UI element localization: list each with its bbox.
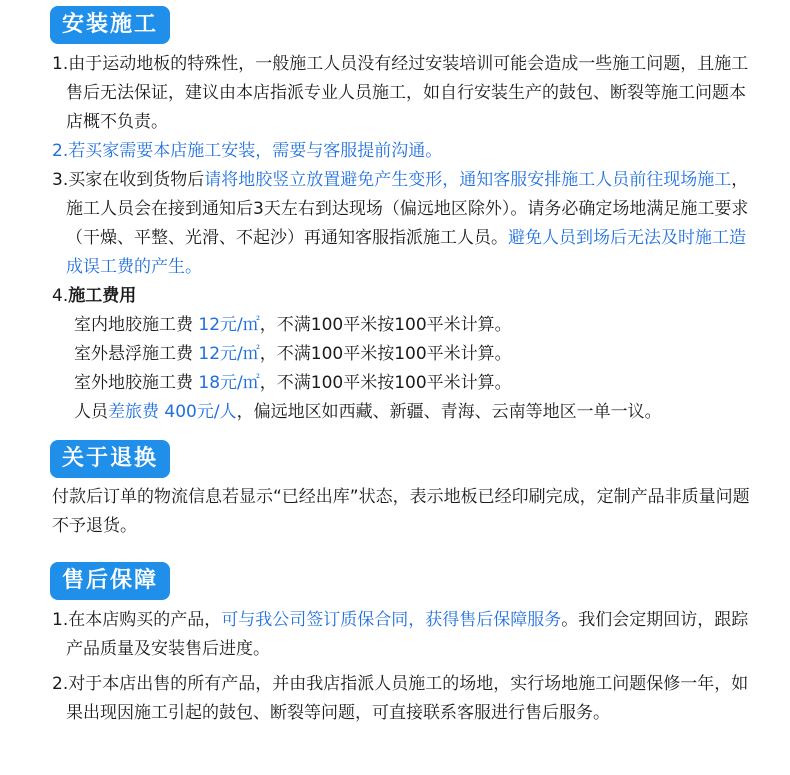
after-sales-p1-highlight: 可与我公司签订质保合同，获得售后保障服务 — [221, 610, 562, 630]
fee-label: 室外悬浮施工费 — [74, 344, 199, 364]
install-paragraph-2: 2.若买家需要本店施工安装，需要与客服提前沟通。 — [52, 141, 443, 161]
install-p3-middle: ，施工人员会在接到通知后3天左右到达现场（偏远地区除外）。请务必确定场地满足施工要求（干燥、平整、光滑、不起沙）再通知客服指派施工人员。 — [66, 170, 749, 248]
fee-row — [74, 340, 512, 369]
install-fee-heading — [52, 282, 750, 311]
install-paragraph-1: 1.由于运动地板的特殊性，一般施工人员没有经过安装培训可能会造成一些施工问题，且施工售后无法保证，建议由本店指派专业人员施工，如自行安装生产的鼓包、断裂等施工问题本店概不负责。 — [52, 54, 749, 132]
section-title-installation: 安装施工 — [50, 6, 170, 44]
after-sales-p1-lead: 1.在本店购买的产品， — [52, 610, 222, 630]
fee-note: ，不满100平米按100平米计算。 — [259, 315, 512, 335]
section-title-returns: 关于退换 — [50, 440, 170, 478]
fee-price: 差旅费 400元/人 — [108, 402, 237, 422]
fee-note: ，偏远地区如西藏、新疆、青海、云南等地区一单一议。 — [236, 402, 662, 422]
fee-price: 18元/㎡ — [198, 373, 260, 393]
section-title-after-sales: 售后保障 — [50, 562, 170, 600]
fee-label: 室内地胶施工费 — [74, 315, 199, 335]
after-sales-p1-rest: 。我们会定期回访，跟踪产品质量及安装售后进度。 — [66, 610, 749, 659]
fee-heading-title: 施工费用 — [68, 286, 137, 306]
fee-row — [74, 369, 512, 398]
install-paragraph-3 — [52, 166, 750, 282]
fee-row — [74, 398, 662, 427]
fee-row — [74, 311, 512, 340]
fee-price: 12元/㎡ — [198, 315, 260, 335]
fee-label: 人员 — [74, 402, 108, 422]
fee-label: 室外地胶施工费 — [74, 373, 199, 393]
after-sales-paragraph-1 — [52, 606, 750, 664]
returns-paragraph: 付款后订单的物流信息若显示“已经出库”状态，表示地板已经印刷完成，定制产品非质量问题不予退货。 — [52, 487, 750, 536]
install-p3-highlight-2: 避免人员到场后无法及时施工造成误工费的产生。 — [66, 228, 746, 277]
after-sales-paragraph-2: 2.对于本店出售的所有产品，并由我店指派人员施工的场地，实行场地施工问题保修一年，如果出现因施工引起的鼓包、断裂等问题，可直接联系客服进行售后服务。 — [52, 674, 749, 723]
fee-note: ，不满100平米按100平米计算。 — [259, 373, 512, 393]
install-p3-highlight-1: 请将地胶竖立放置避免产生变形，通知客服安排施工人员前往现场施工 — [204, 170, 732, 190]
install-p3-lead: 3.买家在收到货物后 — [52, 170, 205, 190]
fee-price: 12元/㎡ — [198, 344, 260, 364]
fee-note: ，不满100平米按100平米计算。 — [259, 344, 512, 364]
fee-heading-number: 4. — [52, 286, 69, 306]
